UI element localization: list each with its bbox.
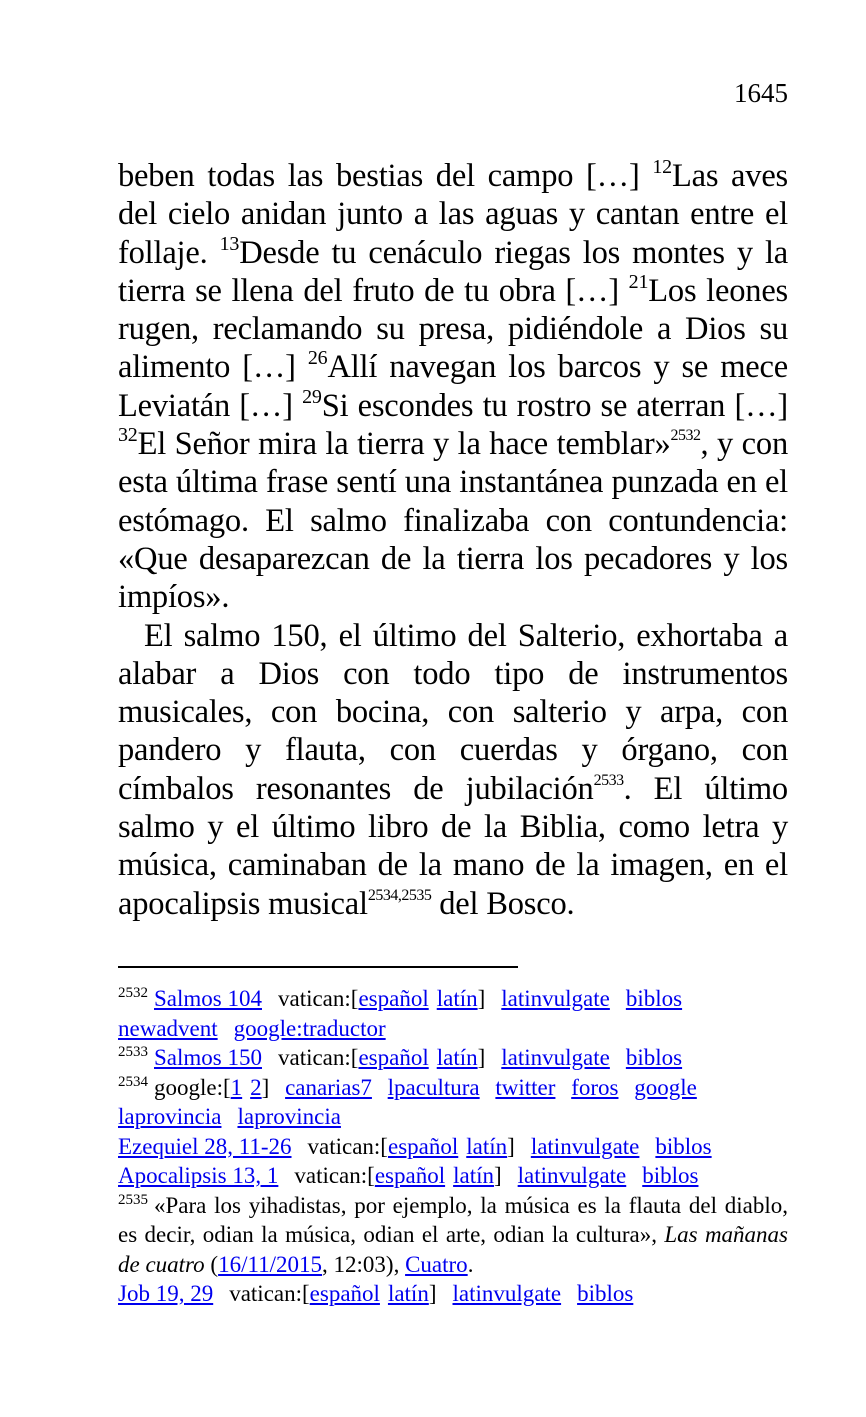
footnote-divider [118, 966, 518, 968]
vatican-label: vatican:[ [294, 1163, 375, 1188]
paragraph-1 [118, 157, 788, 617]
bracket: ] [261, 1074, 270, 1100]
text-run: del Bosco. [431, 885, 575, 922]
footnote-number: 2535 [118, 1191, 148, 1208]
google-link[interactable]: google [634, 1074, 697, 1100]
text-run: beben todas las bestias del campo […] [118, 158, 653, 194]
paren: ( [204, 1251, 219, 1277]
latinvulgate-link[interactable]: latinvulgate [452, 1281, 562, 1306]
verse-number: 12 [652, 156, 672, 178]
text-run: Los leones rugen, reclamando su presa, pidiéndole a Dios su alimento […] [118, 272, 788, 386]
footnote-number: 2532 [118, 985, 148, 1001]
quote-text: «Para los yihadistas, por ejemplo, la música es la flauta del diablo, es decir, odian la música, odian el arte, odian la cultura», [118, 1192, 788, 1247]
bracket: ] [507, 1133, 515, 1159]
foros-link[interactable]: foros [571, 1074, 619, 1100]
laprovincia-link-2[interactable]: laprovincia [237, 1104, 341, 1129]
latin-link[interactable]: latín [453, 1163, 494, 1188]
twitter-link[interactable]: twitter [495, 1074, 556, 1100]
newadvent-link[interactable]: newadvent [118, 1015, 218, 1041]
espanol-link[interactable]: español [309, 1281, 380, 1306]
latinvulgate-link[interactable]: latinvulgate [530, 1133, 640, 1159]
vatican-label: vatican:[ [277, 986, 359, 1011]
canarias7-link[interactable]: canarias7 [285, 1074, 372, 1100]
biblos-link[interactable]: biblos [577, 1281, 634, 1306]
footnote-2534 [118, 1073, 788, 1191]
bracket: ] [477, 986, 486, 1011]
verse-number: 32 [118, 424, 138, 447]
bible-ref-link[interactable]: Job 19, 29 [118, 1281, 214, 1306]
biblos-link[interactable]: biblos [625, 986, 683, 1011]
text-run: . El último salmo y el último libro de la Biblia, como letra y música, caminaban de la mano de la imagen, en el apocalipsis musical [118, 770, 788, 922]
vatican-label: vatican:[ [307, 1133, 388, 1159]
verse-number: 21 [628, 270, 649, 293]
bible-ref-link[interactable]: Apocalipsis 13, 1 [118, 1163, 279, 1188]
text-run: El salmo 150, el último del Salterio, exhortaba a alabar a Dios con todo tipo de instrumentos musicales, con bocina, con salterio y arpa, con pandero y flauta, con cuerdas y órgano, con címbalos resonantes de jubilación [118, 617, 788, 807]
footnote-ref-2533[interactable]: 2533 [593, 771, 624, 789]
latinvulgate-link[interactable]: latinvulgate [501, 986, 610, 1011]
google-result-2-link[interactable]: 2 [250, 1074, 262, 1100]
latin-link[interactable]: latín [387, 1281, 429, 1306]
paragraph-2 [118, 617, 788, 923]
verse-number: 13 [219, 232, 240, 255]
text-run: Si escondes tu rostro se aterran […] [321, 387, 789, 424]
biblos-link[interactable]: biblos [655, 1133, 712, 1159]
biblos-link[interactable]: biblos [625, 1045, 683, 1070]
google-result-1-link[interactable]: 1 [230, 1074, 243, 1100]
bible-ref-link[interactable]: Salmos 104 [154, 986, 262, 1011]
espanol-link[interactable]: español [358, 986, 429, 1011]
body-text [118, 157, 788, 923]
verse-number: 29 [302, 385, 322, 408]
bracket: ] [428, 1281, 437, 1306]
source-title: Las mañanas de cuatro [118, 1222, 788, 1277]
footnote-2532 [118, 984, 788, 1043]
verse-number: 26 [307, 347, 328, 370]
footnotes [118, 984, 788, 1309]
espanol-link[interactable]: español [374, 1163, 446, 1188]
google-label: google:[ [154, 1074, 231, 1100]
latin-link[interactable]: latín [466, 1133, 508, 1159]
page-number: 1645 [734, 78, 788, 108]
google-traductor-link[interactable]: google:traductor [233, 1015, 386, 1041]
lpacultura-link[interactable]: lpacultura [387, 1074, 480, 1100]
period: . [467, 1251, 474, 1277]
bible-ref-link[interactable]: Ezequiel 28, 11-26 [118, 1133, 292, 1159]
latin-link[interactable]: latín [436, 986, 478, 1011]
footnote-2533 [118, 1043, 788, 1073]
footnote-number: 2534 [118, 1073, 148, 1090]
text-run: Desde tu cenáculo riegas los montes y la tierra se llena del fruto de tu obra […] [118, 234, 789, 309]
laprovincia-link[interactable]: laprovincia [118, 1104, 222, 1129]
time-text: , 12:03), [322, 1251, 406, 1277]
bracket: ] [477, 1045, 486, 1070]
footnote-ref-2534-2535[interactable]: 2534,2535 [367, 886, 432, 904]
latinvulgate-link[interactable]: latinvulgate [517, 1163, 627, 1188]
footnote-2535 [118, 1191, 788, 1309]
text-run: Allí navegan los barcos y se mece Leviatán […] [118, 349, 788, 424]
text-run: , y con esta última frase sentí una instantánea punzada en el estómago. El salmo finalizaba con contundencia: «Que desaparezcan de la tierra los pecadores y los impíos». [118, 426, 788, 616]
text-run: Las aves del cielo anidan junto a las aguas y cantan entre el follaje. [118, 158, 789, 271]
latin-link[interactable]: latín [436, 1045, 478, 1070]
latinvulgate-link[interactable]: latinvulgate [501, 1045, 610, 1070]
biblos-link[interactable]: biblos [642, 1163, 699, 1188]
date-link[interactable]: 16/11/2015 [218, 1251, 323, 1277]
bible-ref-link[interactable]: Salmos 150 [154, 1045, 262, 1070]
text-run: El Señor mira la tierra y la hace temblar» [137, 426, 671, 463]
bracket: ] [493, 1163, 502, 1188]
channel-link[interactable]: Cuatro [405, 1251, 468, 1277]
vatican-label: vatican:[ [229, 1281, 310, 1306]
footnote-ref-2532[interactable]: 2532 [670, 427, 701, 445]
footnote-number: 2533 [118, 1044, 148, 1060]
espanol-link[interactable]: español [358, 1045, 429, 1070]
vatican-label: vatican:[ [277, 1045, 359, 1070]
espanol-link[interactable]: español [387, 1133, 459, 1159]
